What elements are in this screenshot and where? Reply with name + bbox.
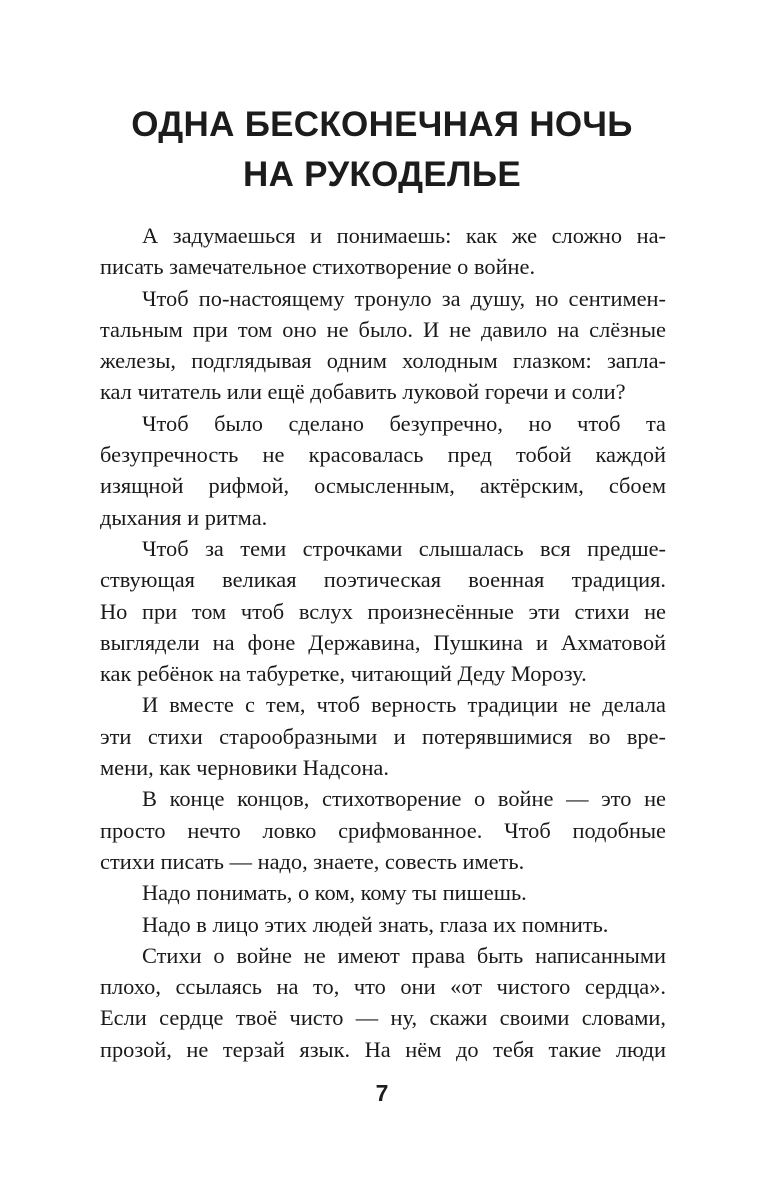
text-line: Стихи о войне не имеют права быть написанными <box>142 942 666 968</box>
chapter-title-line-1: ОДНА БЕСКОНЕЧНАЯ НОЧЬ <box>131 105 633 144</box>
text-line: Чтоб за теми строчками слышалась вся предше- <box>142 535 666 561</box>
text-line: прозой, не терзай язык. На нём до тебя такие люди <box>100 1036 666 1062</box>
text-line: изящной рифмой, осмысленным, актёрским, сбоем <box>100 473 666 499</box>
chapter-title <box>0 100 764 200</box>
text-line: Чтоб по-настоящему тронуло за душу, но сентимен- <box>142 285 666 311</box>
text-line: как ребёнок на табуретке, читающий Деду Морозу. <box>100 661 587 687</box>
text-line: тальным при том оно не было. И не давило на слёзные <box>100 316 666 342</box>
text-line: писать замечательное стихотворение о войне. <box>100 254 536 280</box>
text-line: мени, как черновики Надсона. <box>100 755 389 781</box>
text-line: А задумаешься и понимаешь: как же сложно на- <box>142 223 666 248</box>
body-text <box>100 220 666 1065</box>
text-line: В конце концов, стихотворение о войне — это не <box>142 786 666 812</box>
text-line: Если сердце твоё чисто — ну, скажи своими словами, <box>100 1005 666 1031</box>
text-line: просто нечто ловко срифмованное. Чтоб подобные <box>100 817 666 843</box>
text-line: эти стихи старообразными и потерявшимися во вре- <box>100 723 666 749</box>
text-line: Надо понимать, о ком, кому ты пишешь. <box>142 880 527 906</box>
text-line: Надо в лицо этих людей знать, глаза их помнить. <box>142 911 609 937</box>
text-line: ствующая великая поэтическая военная традиция. <box>100 567 666 593</box>
page-number: 7 <box>375 1080 389 1106</box>
text-line: И вместе с тем, чтоб верность традиции не делала <box>142 692 666 718</box>
text-line: железы, подглядывая одним холодным глазком: запла- <box>100 348 666 374</box>
text-line: выглядели на фоне Державина, Пушкина и Ахматовой <box>100 629 666 655</box>
chapter-title-line-2: НА РУКОДЕЛЬЕ <box>243 155 521 194</box>
text-line: плохо, ссылаясь на то, что они «от чистого сердца». <box>100 974 666 1000</box>
text-line: стихи писать — надо, знаете, совесть иметь. <box>100 848 525 874</box>
text-line: безупречность не красовалась пред тобой каждой <box>100 442 666 468</box>
text-line: Чтоб было сделано безупречно, но чтоб та <box>142 410 666 436</box>
text-line: кал читатель или ещё добавить луковой горечи и соли? <box>100 379 626 405</box>
text-line: Но при том чтоб вслух произнесённые эти стихи не <box>100 598 666 624</box>
text-line: дыхания и ритма. <box>100 504 268 530</box>
